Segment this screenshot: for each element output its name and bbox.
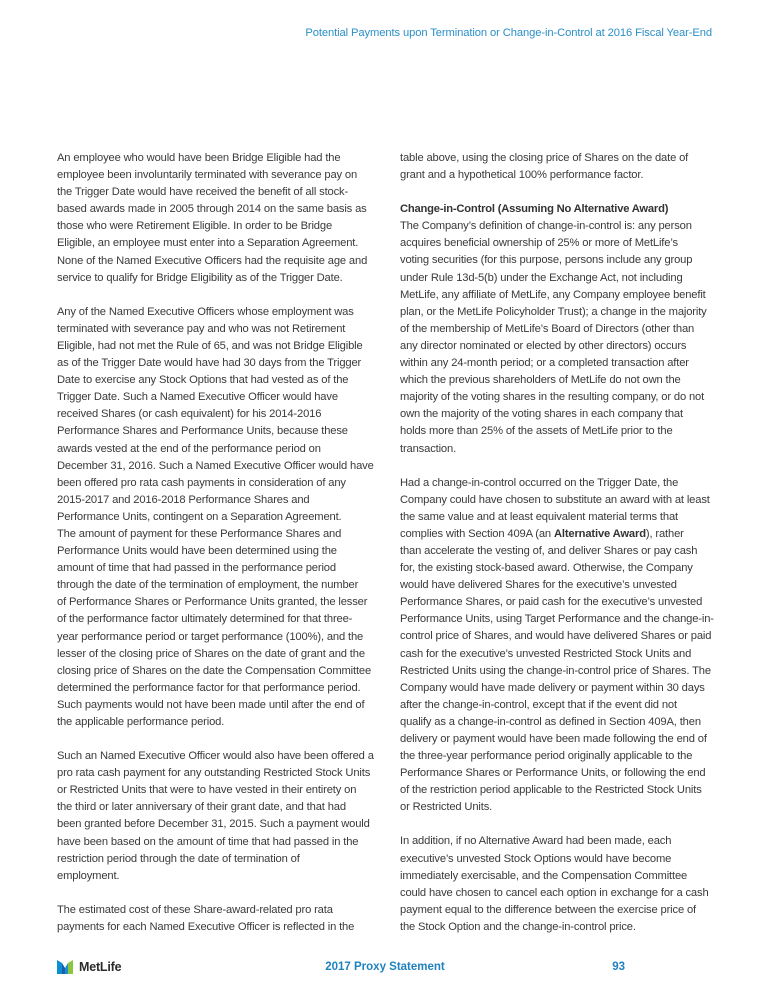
text-line: grant and a hypothetical 100% performance factor. <box>400 169 644 182</box>
text-line: or Restricted Units that were to have vested in their entirety on <box>57 784 357 797</box>
text-line: received Shares (or cash equivalent) for his 2014-2016 <box>57 408 322 421</box>
text-line: the Stock Option and the change-in-control price. <box>400 920 636 933</box>
text-line: voting securities (for this purpose, persons include any group <box>400 254 693 267</box>
text-line: Performance Shares, or paid cash for the executive’s unvested <box>400 596 703 609</box>
change-in-control-section <box>400 201 718 457</box>
alternative-award-paragraph <box>400 475 718 817</box>
section-heading: Change-in-Control (Assuming No Alternative Award) <box>400 203 669 216</box>
text-line: determined the performance factor for that performance period. <box>57 681 361 694</box>
text-line: have been based on the amount of time that had passed in the <box>57 835 359 848</box>
page-footer <box>0 958 768 978</box>
text-line: delivery or payment would have been made following the end of <box>400 733 707 745</box>
severance-paragraph <box>57 304 375 731</box>
left-column <box>57 150 375 936</box>
document-title: 2017 Proxy Statement <box>325 961 445 973</box>
text-line: those who were Retirement Eligible. In order to be Bridge <box>57 220 333 233</box>
text-line: restriction period through the date of termination of <box>57 852 300 865</box>
text-line: None of the Named Executive Officers had the requisite age and <box>57 254 368 267</box>
text-line: than accelerate the vesting of, and deliver Shares or pay cash <box>400 544 698 557</box>
text-line: plan, or the MetLife Policyholder Trust); a change in the majority <box>400 305 707 318</box>
text-line: or Restricted Units. <box>400 801 493 814</box>
text-line: for, the existing stock-based award. Otherwise, the Company <box>400 562 693 575</box>
text-line: acquires beneficial ownership of 25% or more of MetLife’s <box>400 237 678 250</box>
text-line: qualify as a change-in-control as defined in Section 409A, then <box>400 715 701 728</box>
text-line: Performance Units, using Target Performance and the change-in- <box>400 613 714 626</box>
text-line: The amount of payment for these Performance Shares and <box>57 527 342 540</box>
text-line: would have delivered Shares for the executive’s unvested <box>400 579 677 592</box>
text-line: the applicable performance period. <box>57 716 225 728</box>
text-line: payments for each Named Executive Officer is reflected in the <box>57 920 355 933</box>
alt-award-lines-after <box>400 543 718 817</box>
text-line: immediately exercisable, and the Compensation Committee <box>400 869 688 882</box>
text-line: employee been involuntarily terminated with severance pay on <box>57 169 358 182</box>
text-line: which the previous shareholders of MetLife do not own the <box>400 374 681 387</box>
logo-text: MetLife <box>79 960 122 974</box>
page-number: 93 <box>612 961 625 973</box>
text-line: payment equal to the difference between the exercise price of <box>400 903 697 916</box>
text-line: The Company’s definition of change-in-control is: any person <box>400 220 692 233</box>
running-header: Potential Payments upon Termination or Change-in-Control at 2016 Fiscal Year-End <box>305 27 712 39</box>
text-line: Company could have chosen to substitute an award with at least <box>400 493 710 506</box>
text-line: Eligible, an employee must enter into a Separation Agreement. <box>57 237 359 250</box>
right-column <box>400 150 718 936</box>
text-line: holds more than 25% of the assets of MetLife prior to the <box>400 425 673 438</box>
text-line: Performance Units would have been determined using the <box>57 545 337 558</box>
text-line: Performance Units, contingent on a Separation Agreement. <box>57 510 342 523</box>
text-line: under Rule 13d-5(b) under the Exchange Act, not including <box>400 271 683 284</box>
estimated-cost-paragraph <box>57 902 375 936</box>
text-line: of the restriction period applicable to the Restricted Stock Units <box>400 784 702 797</box>
pro-rata-rsu-paragraph <box>57 748 375 885</box>
text-line: executive’s unvested Stock Options would have become <box>400 852 672 865</box>
alternative-award-term: Alternative Award <box>553 527 646 540</box>
text-line: through the date of the termination of employment, the number <box>57 579 359 592</box>
text-line: of the performance factor ultimately determined for that three- <box>57 613 353 626</box>
text-line: of the membership of MetLife’s Board of Directors (other than <box>400 322 695 335</box>
text-line: MetLife, any affiliate of MetLife, any Company employee benefit <box>400 288 706 301</box>
text-line: of Performance Shares or Performance Units granted, the lesser <box>57 596 368 609</box>
text-line: the Trigger Date would have received the benefit of all stock- <box>57 186 349 199</box>
text-line: majority of the voting shares in the resulting company, or do not <box>400 391 705 404</box>
text-line: based awards made in 2005 through 2014 on the same basis as <box>57 203 367 216</box>
text-line: An employee who would have been Bridge Eligible had the <box>57 152 341 164</box>
text-line: the three-year performance period originally applicable to the <box>400 750 693 763</box>
text-line: Any of the Named Executive Officers whose employment was <box>57 305 354 318</box>
change-in-control-definition <box>400 218 718 457</box>
text-line: Such an Named Executive Officer would also have been offered a <box>57 750 374 763</box>
text-line: service to qualify for Bridge Eligibility as of the Trigger Date. <box>57 271 343 284</box>
text-line: Date to exercise any Stock Options that had vested as of the <box>57 374 349 387</box>
bold-line-suffix: ), rather <box>645 527 684 540</box>
text-line: transaction. <box>400 442 457 455</box>
text-line: after the change-in-control, except that if the event did not <box>400 698 677 711</box>
text-line: control price of Shares, and would have delivered Shares or paid <box>400 630 712 643</box>
text-line: December 31, 2016. Such a Named Executive Officer would have <box>57 459 374 472</box>
text-line: own the majority of the voting shares in each company that <box>400 408 683 421</box>
text-line: awards vested at the end of the performance period on <box>57 442 321 455</box>
bridge-eligible-paragraph <box>57 150 375 287</box>
text-line: Such payments would not have been made until after the end of <box>57 698 365 711</box>
text-line: amount of time that had passed in the performance period <box>57 562 336 575</box>
text-line: terminated with severance pay and who was not Retirement <box>57 322 346 335</box>
text-line: Restricted Units using the change-in-control price of Shares. The <box>400 664 711 677</box>
text-line: Trigger Date. Such a Named Executive Officer would have <box>57 391 338 404</box>
text-line: Performance Shares or Performance Units, or following the end <box>400 767 706 780</box>
continuation-paragraph <box>400 150 718 184</box>
text-line: pro rata cash payment for any outstanding Restricted Stock Units <box>57 767 371 780</box>
text-line: could have chosen to cancel each option in exchange for a cash <box>400 886 709 899</box>
text-line: Company would have made delivery or payment within 30 days <box>400 681 705 694</box>
text-line: any director nominated or elected by other directors) occurs <box>400 339 687 352</box>
stock-options-paragraph <box>400 833 718 936</box>
text-line: table above, using the closing price of Shares on the date of <box>400 152 689 164</box>
text-line: been granted before December 31, 2015. Such a payment would <box>57 818 370 831</box>
text-line: cash for the executive’s unvested Restricted Stock Units and <box>400 647 692 660</box>
alt-award-bold-line <box>400 526 718 543</box>
text-line: closing price of Shares on the date the Compensation Committee <box>57 664 372 677</box>
text-line: 2015-2017 and 2016-2018 Performance Shares and <box>57 493 310 506</box>
text-line: the same value and at least equivalent material terms that <box>400 510 678 523</box>
text-line: been offered pro rata cash payments in consideration of any <box>57 476 346 489</box>
text-line: within any 24-month period; or a completed transaction after <box>400 357 689 370</box>
bold-line-prefix: complies with Section 409A (an <box>400 527 554 540</box>
text-line: employment. <box>57 869 120 882</box>
text-line: The estimated cost of these Share-award-related pro rata <box>57 903 333 916</box>
text-line: In addition, if no Alternative Award had been made, each <box>400 835 672 848</box>
text-line: Eligible, had not met the Rule of 65, and was not Bridge Eligible <box>57 339 363 352</box>
text-line: as of the Trigger Date would have had 30 days from the Trigger <box>57 357 362 370</box>
text-line: lesser of the closing price of Shares on the date of grant and the <box>57 647 365 660</box>
text-line: Performance Shares and Performance Units, because these <box>57 425 348 438</box>
text-line: Had a change-in-control occurred on the Trigger Date, the <box>400 476 679 489</box>
alt-award-lines-before <box>400 475 718 526</box>
text-line: the third or later anniversary of their grant date, and that had <box>57 801 346 814</box>
text-line: year performance period or target performance (100%), and the <box>57 630 364 643</box>
